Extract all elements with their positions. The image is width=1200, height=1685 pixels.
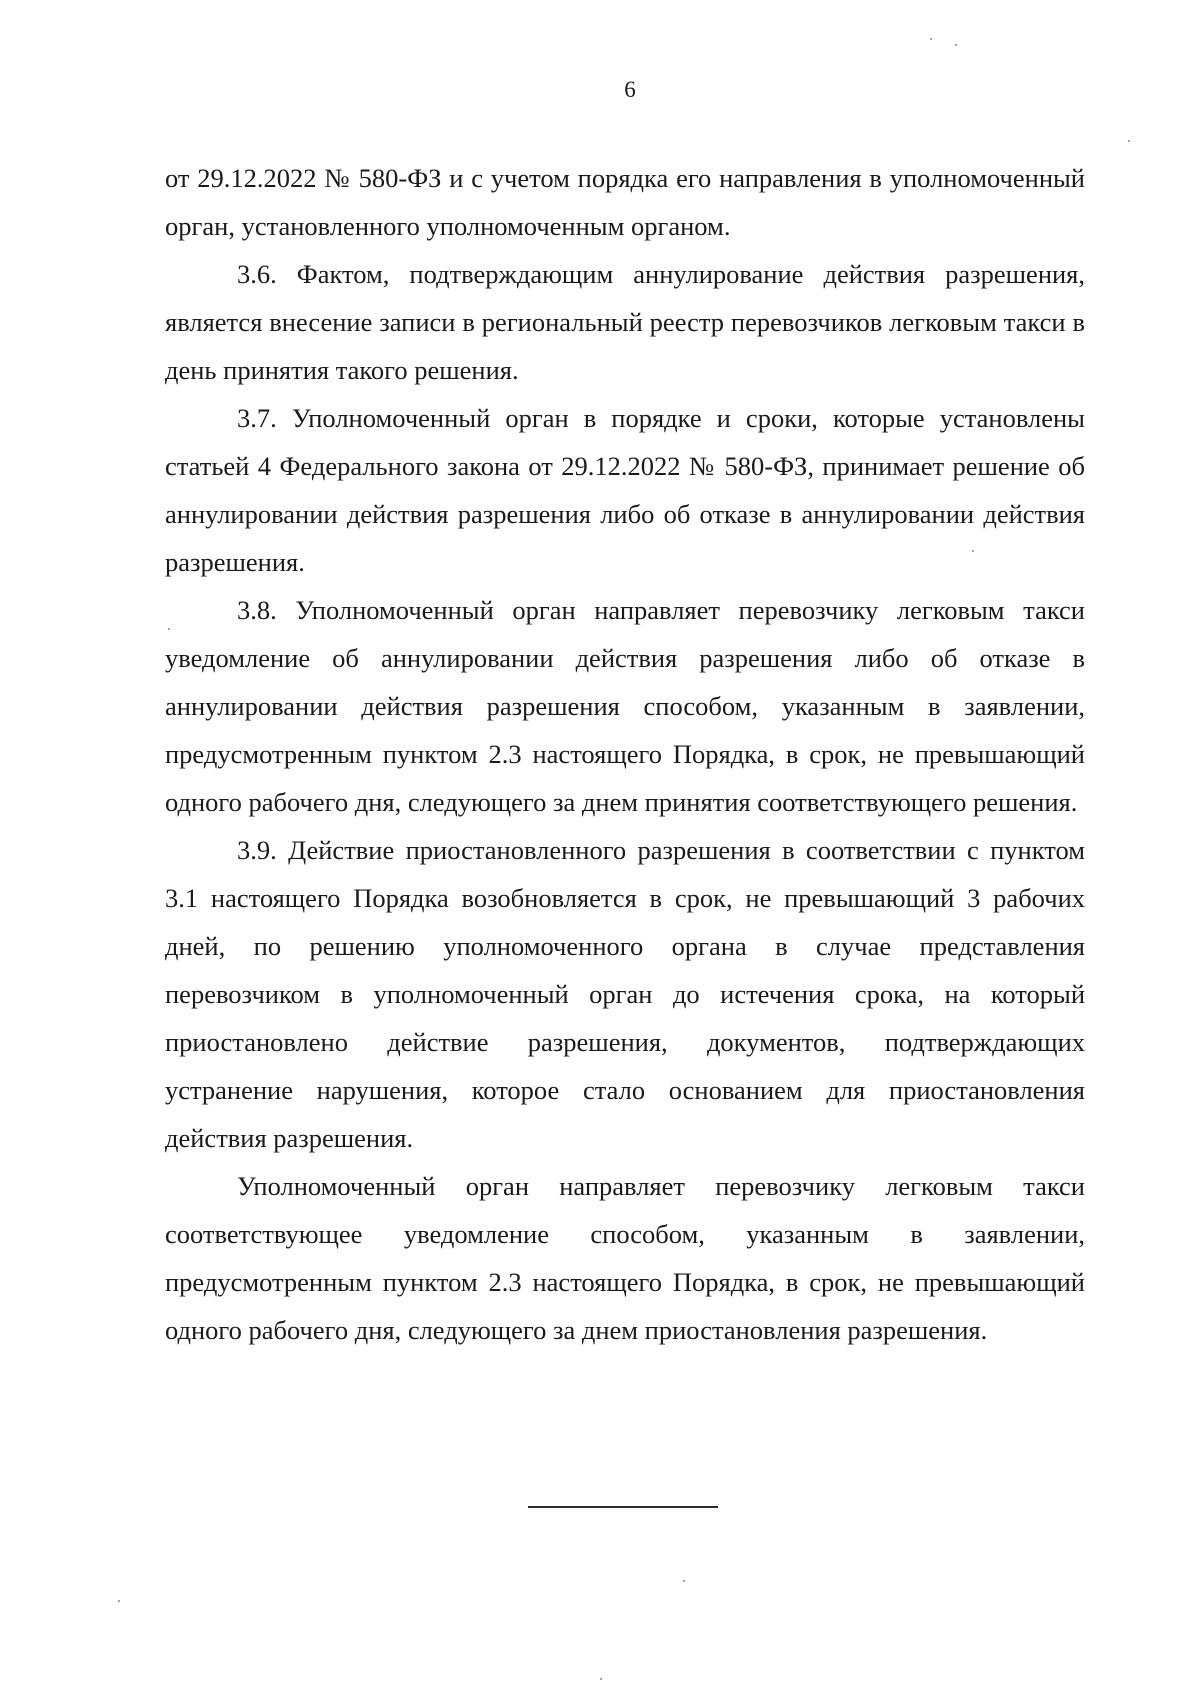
scan-speck xyxy=(972,550,974,552)
page-number: 6 xyxy=(624,77,636,102)
paragraph-3-9: 3.9. Действие приостановленного разрешения в соответствии с пунктом 3.1 настоящего Порядка возобновляется в срок, не превышающий 3 рабочих дней, по решению уполномоченного органа в случае представления перевозчиком в уполномоченный орган до истечения срока, на который приостановлено действие разрешения, документов, подтверждающих устранение нарушения, которое стало основанием для приостановления действия разрешения. xyxy=(165,835,1085,1153)
end-separator-line xyxy=(528,1506,718,1508)
paragraph-3-7: 3.7. Уполномоченный орган в порядке и сроки, которые установлены статьей 4 Федерального закона от 29.12.2022 № 580-ФЗ, принимает решение об аннулировании действия разрешения либо об отказе в аннулировании действия разрешения. xyxy=(165,403,1085,577)
scan-speck xyxy=(683,1580,685,1582)
document-body xyxy=(165,154,1085,1354)
paragraph-3-8: 3.8. Уполномоченный орган направляет перевозчику легковым такси уведомление об аннулировании действия разрешения либо об отказе в аннулировании действия разрешения способом, указанным в заявлении, предусмотренным пунктом 2.3 настоящего Порядка, в срок, не превышающий одного рабочего дня, следующего за днем принятия соответствующего решения. xyxy=(165,595,1085,817)
scan-speck xyxy=(600,1678,602,1680)
scan-speck xyxy=(168,628,170,630)
scan-speck xyxy=(118,1600,120,1602)
scan-speck xyxy=(930,38,932,40)
scan-speck xyxy=(1128,140,1130,142)
paragraph-continuation: от 29.12.2022 № 580-ФЗ и с учетом порядка его направления в уполномоченный орган, установленного уполномоченным органом. xyxy=(165,163,1085,241)
paragraph-3-6: 3.6. Фактом, подтверждающим аннулирование действия разрешения, является внесение записи в региональный реестр перевозчиков легковым такси в день принятия такого решения. xyxy=(165,259,1085,385)
scan-speck xyxy=(955,44,957,46)
paragraph-notice: Уполномоченный орган направляет перевозчику легковым такси соответствующее уведомление способом, указанным в заявлении, предусмотренным пунктом 2.3 настоящего Порядка, в срок, не превышающий одного рабочего дня, следующего за днем приостановления разрешения. xyxy=(165,1171,1085,1345)
